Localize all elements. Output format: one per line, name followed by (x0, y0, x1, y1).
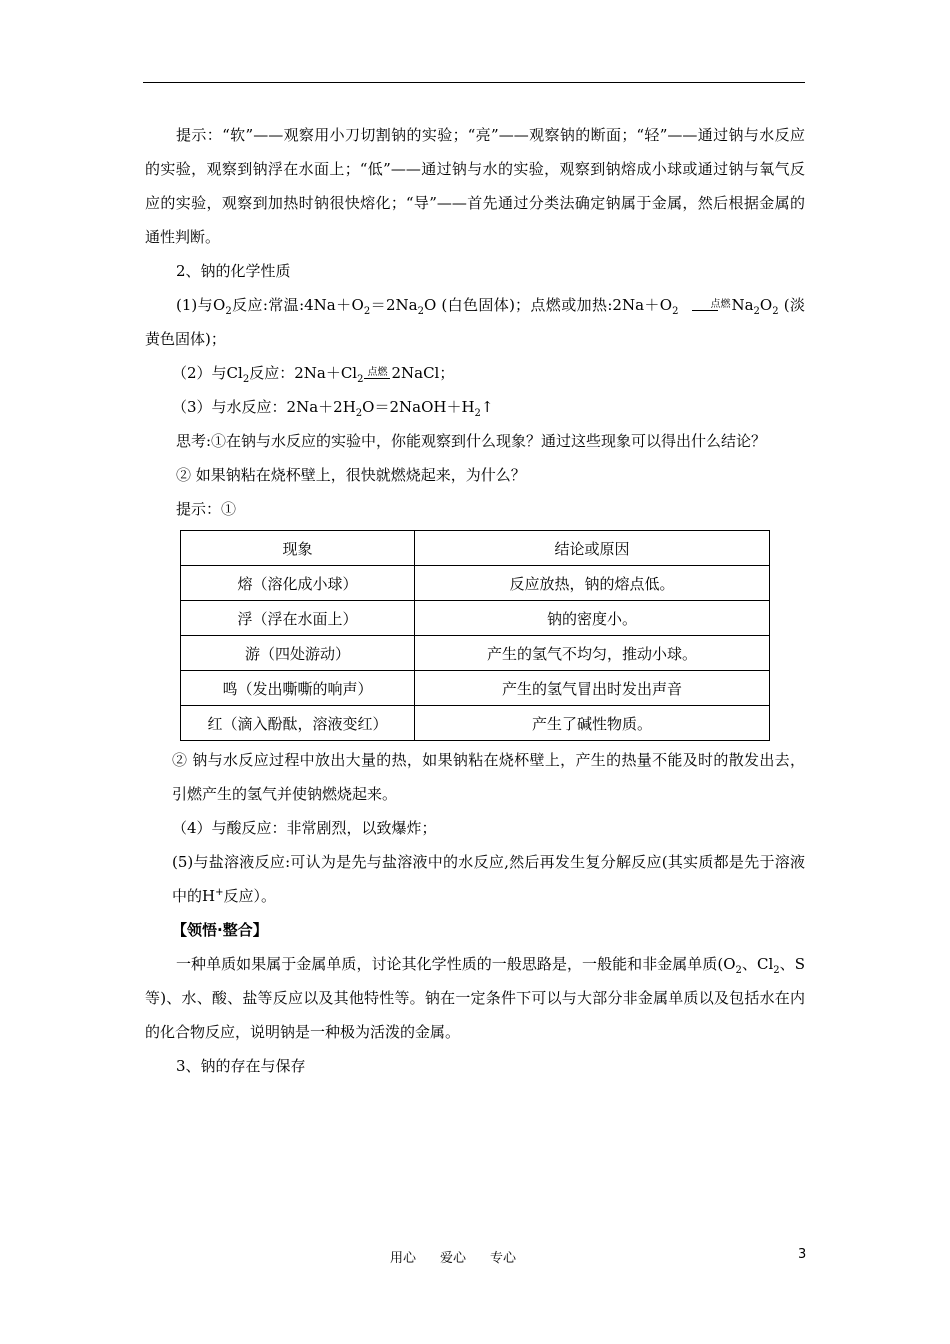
reaction-3: （3）与水反应：$2Na+2H_2O=2NaOH+H_2↑$ (172, 398, 494, 419)
hint-label: 提示：① (176, 500, 237, 518)
document-body (145, 118, 805, 1083)
summary-paragraph: 一种单质如果属于金属单质，讨论其化学性质的一般思路是，一般能和非金属单质($O_2$、$Cl_2$、S等)、水、酸、盐等反应以及其他特性等。钠在一定条件下可以与大部分非金属单质以及包括水在内的化合物反应，说明钠是一种极为活泼的金属。 (145, 955, 805, 1041)
reaction-1: (1)与$O_2$反应:常温$:4Na+O_2=2Na_2O$ (白色固体)；点燃或加热$:2Na+O_2$ 点燃 $Na_2O_2$ (淡黄色固体)； (145, 296, 806, 348)
table-cell: 鸣（发出嘶嘶的响声） (181, 671, 415, 706)
table-cell: 浮（浮在水面上） (181, 601, 415, 636)
hint-paragraph: 提示：“软”——观察用小刀切割钠的实验；“亮”——观察钠的断面；“轻”——通过钠与水反应的实验，观察到钠浮在水面上；“低”——通过钠与水的实验，观察到钠熔成小球或通过钠与氧气反应的实验，观察到加热时钠很快熔化；“导”——首先通过分类法确定钠属于金属，然后根据金属的通性判断。 (145, 126, 805, 246)
table-cell: 红（滴入酚酞，溶液变红） (181, 706, 415, 741)
table-row (181, 636, 770, 671)
phenomena-table (180, 530, 770, 741)
table-cell: 产生了碱性物质。 (415, 706, 770, 741)
table-cell: 产生的氢气冒出时发出声音 (415, 671, 770, 706)
table-cell: 熔（溶化成小球） (181, 566, 415, 601)
page-number: 3 (798, 1247, 807, 1262)
reaction-condition: 点燃 (679, 300, 730, 311)
section-3-heading: 3、钠的存在与保存 (176, 1057, 306, 1075)
table-row (181, 601, 770, 636)
table-header: 结论或原因 (415, 531, 770, 566)
header-rule (143, 82, 805, 83)
section-2-heading: 2、钠的化学性质 (176, 262, 291, 280)
table-cell: 钠的密度小。 (415, 601, 770, 636)
answer-2: ② 钠与水反应过程中放出大量的热，如果钠粘在烧杯壁上，产生的热量不能及时的散发出去，引燃产生的氢气并使钠燃烧起来。 (172, 751, 805, 803)
reaction-4: （4）与酸反应：非常剧烈，以致爆炸； (172, 819, 437, 837)
reaction-2: （2）与$Cl_2$反应：$2Na+Cl_2$ 点燃 2NaCl； (172, 364, 455, 385)
footer-motto: 用心 爱心 专心 (390, 1251, 517, 1266)
reaction-5: (5)与盐溶液反应:可认为是先与盐溶液中的水反应,然后再发生复分解反应(其实质都是先于溶液中的H+反应）。 (172, 853, 805, 905)
reaction-condition: 点燃 (364, 368, 390, 379)
table-row (181, 671, 770, 706)
table-header: 现象 (181, 531, 415, 566)
think-question-1: 思考:①在钠与水反应的实验中，你能观察到什么现象？通过这些现象可以得出什么结论？ (176, 432, 767, 450)
table-cell: 反应放热，钠的熔点低。 (415, 566, 770, 601)
think-question-2: ② 如果钠粘在烧杯壁上，很快就燃烧起来，为什么？ (176, 466, 526, 484)
table-row (181, 706, 770, 741)
table-cell: 产生的氢气不均匀，推动小球。 (415, 636, 770, 671)
table-header-row (181, 531, 770, 566)
table-row (181, 566, 770, 601)
summary-heading: 【领悟·整合】 (172, 921, 268, 939)
table-cell: 游（四处游动） (181, 636, 415, 671)
